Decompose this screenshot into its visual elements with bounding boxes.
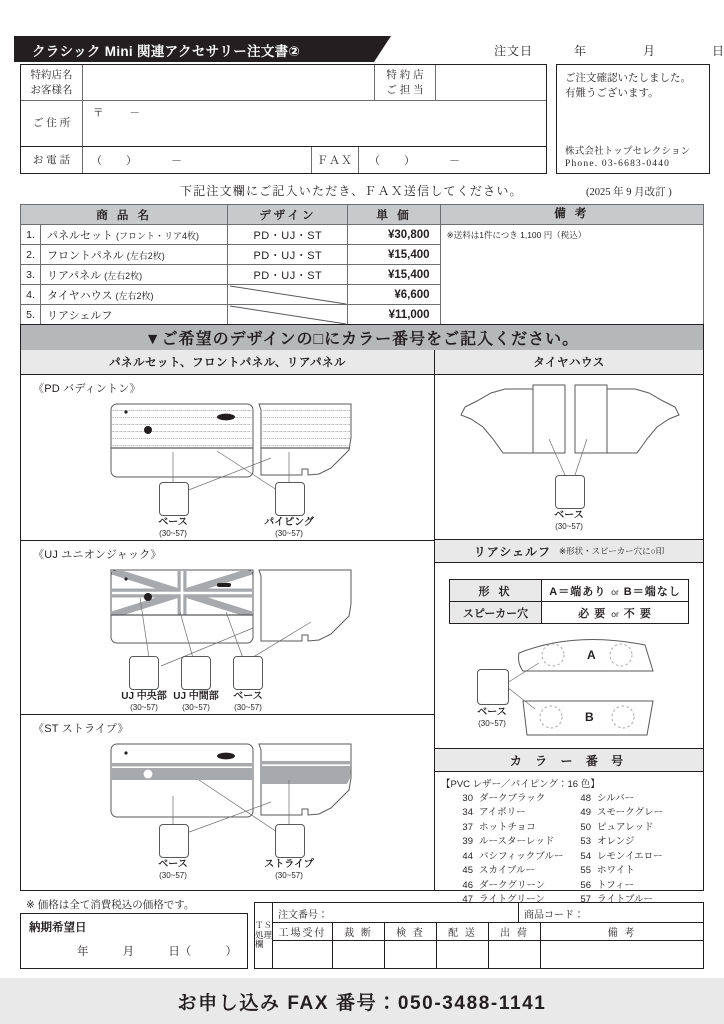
list-item — [571, 835, 689, 849]
ts-column-headers — [273, 923, 703, 941]
col-header-name: 商 品 名 — [21, 205, 228, 225]
diagonal-slash-icon — [228, 305, 348, 325]
tel-label: お 電 話 — [21, 147, 83, 173]
table-row[interactable] — [450, 580, 689, 602]
label-rearshelf-base-name: ベース — [477, 707, 507, 718]
confirmation-message — [565, 71, 691, 101]
label-st-base-name: ベース — [158, 859, 188, 870]
row-number: 4. — [21, 285, 41, 305]
table-row[interactable] — [21, 225, 704, 245]
ts-cell-shipping[interactable] — [489, 941, 541, 968]
address-input[interactable] — [83, 101, 548, 146]
rearshelf-diagram — [435, 625, 703, 747]
color-name: ピュアレッド — [597, 821, 654, 833]
row-design[interactable]: PD・UJ・ST — [228, 225, 348, 245]
label-pd-base-range: (30~57) — [159, 528, 187, 538]
color-name: レモンイエロー — [597, 850, 663, 862]
pd-panel-diagram — [21, 396, 435, 536]
color-num: 50 — [580, 821, 591, 833]
ts-cell-factory-receipt[interactable] — [273, 941, 333, 968]
order-number-field[interactable]: 注文番号： — [273, 903, 519, 922]
list-item — [453, 835, 571, 849]
label-pd-piping-range: (30~57) — [275, 528, 303, 538]
color-name: ホワイト — [597, 865, 635, 877]
row-product-name — [41, 265, 228, 285]
fax-paren-close: ） — [404, 155, 415, 167]
col-header-remark: 備 考 — [440, 205, 703, 225]
table-row[interactable] — [450, 602, 689, 624]
color-name: ルースターレッド — [479, 836, 555, 848]
list-item — [453, 864, 571, 878]
speaker-hole-not-required[interactable]: 不 要 — [623, 607, 652, 620]
phone-row — [21, 147, 546, 173]
confirmation-line-1: ご注文確認いたしました。 — [565, 72, 691, 84]
tantou-label-l1: 特 約 店 — [386, 69, 424, 82]
color-input-pd-piping[interactable] — [275, 482, 305, 516]
row-product-name — [41, 285, 228, 305]
design-title-st: 《ST ストライプ》 — [33, 723, 129, 735]
color-num: 48 — [580, 793, 591, 804]
shop-name-input[interactable] — [83, 65, 374, 100]
delivery-month[interactable]: 月 — [122, 946, 135, 958]
color-num: 37 — [462, 821, 473, 833]
customer-info-block — [20, 64, 547, 174]
color-columns — [441, 792, 703, 908]
color-num: 44 — [462, 850, 473, 862]
color-input-st-base[interactable] — [159, 824, 189, 858]
ts-processing-block — [254, 902, 704, 969]
design-title-uj: 《UJ ユニオンジャック》 — [33, 549, 162, 561]
row-price: ¥30,800 — [348, 225, 440, 245]
list-item — [571, 821, 689, 835]
row-price: ¥6,600 — [348, 285, 440, 305]
rearshelf-options-table — [449, 579, 689, 624]
color-num: 49 — [580, 807, 591, 819]
color-num: 47 — [462, 894, 473, 906]
row-number: 5. — [21, 305, 41, 325]
shelf-shape-option-b[interactable]: B＝端なし — [623, 585, 681, 598]
label-rearshelf-base-range: (30~57) — [478, 718, 506, 728]
color-input-tirehouse-base[interactable] — [555, 475, 585, 509]
tax-inclusive-note: ※ 価格は全て消費税込の価格です。 — [26, 899, 195, 911]
row-remark — [440, 225, 703, 325]
delivery-year[interactable]: 年 — [77, 946, 89, 958]
product-table-header-row — [21, 205, 704, 225]
color-num: 57 — [580, 894, 591, 906]
speaker-hole-options[interactable] — [542, 602, 689, 624]
row-product-name — [41, 225, 228, 245]
delivery-weekday-close: ） — [225, 946, 237, 958]
panel-design-column — [21, 350, 435, 890]
revision-date: (2025 年 9 月改訂 ) — [586, 187, 672, 198]
svg-text:B: B — [585, 710, 594, 724]
address-label: ご 住 所 — [21, 101, 83, 146]
title-banner — [14, 36, 374, 62]
label-tirehouse-base-name: ベース — [554, 510, 584, 521]
diagonal-slash-icon — [228, 285, 348, 305]
color-input-uj-center[interactable] — [129, 656, 159, 690]
rearshelf-header-note: ※形状・スピーカー穴に○印 — [559, 546, 665, 556]
tantou-input[interactable] — [436, 65, 548, 100]
design-block-uj — [21, 540, 434, 715]
label-st-base-range: (30~57) — [159, 870, 187, 880]
tirehouse-shelf-column — [435, 350, 703, 906]
color-name: ダークグリーン — [479, 879, 546, 891]
fax-input[interactable] — [369, 152, 460, 168]
color-num: 46 — [462, 879, 473, 891]
design-instruction-banner: ▼ご希望のデザインの□にカラー番号をご記入ください。 — [20, 324, 704, 350]
label-uj-base — [212, 691, 284, 712]
color-name: パシフィックブルー — [479, 850, 564, 862]
list-item — [571, 806, 689, 820]
label-pd-base — [133, 517, 213, 538]
list-item — [453, 792, 571, 806]
svg-text:A: A — [587, 648, 596, 662]
row-product-name — [41, 245, 228, 265]
color-input-uj-base[interactable] — [233, 656, 263, 690]
row-price: ¥15,400 — [348, 265, 440, 285]
color-name: スモークグレー — [597, 807, 664, 819]
tirehouse-block — [435, 375, 703, 539]
design-block-pd — [21, 374, 434, 541]
delivery-date-box — [20, 913, 248, 969]
product-name-sub: (左右2枚) — [126, 250, 165, 261]
list-item — [571, 792, 689, 806]
product-name-main: フロントパネル — [47, 249, 124, 262]
product-name-sub: (左右2枚) — [115, 290, 154, 301]
tel-paren-close: ） — [126, 155, 137, 167]
label-pd-piping — [249, 517, 329, 538]
footer-bar — [0, 978, 724, 1024]
color-num: 45 — [462, 865, 473, 877]
color-num: 56 — [580, 879, 591, 891]
speaker-hole-label: スピーカー穴 — [450, 602, 542, 624]
color-name: ダークブラック — [479, 793, 546, 804]
row-number: 3. — [21, 265, 41, 285]
ts-processing-grid — [273, 903, 703, 968]
rearshelf-block — [435, 563, 703, 749]
label-tirehouse-base — [529, 510, 609, 531]
ts-col-shipping: 出 荷 — [489, 923, 541, 940]
ts-cell-cutting[interactable] — [333, 941, 385, 968]
product-name-main: タイヤハウス — [47, 289, 113, 302]
rearshelf-header — [435, 539, 703, 563]
ts-processing-label-text: ＴＳ処理欄 — [255, 919, 273, 950]
shop-name-label — [21, 65, 83, 100]
label-uj-middle-range: (30~57) — [182, 702, 210, 712]
list-item — [571, 879, 689, 893]
panel-column-header: パネルセット、フロントパネル、リアパネル — [21, 350, 434, 375]
list-item — [453, 879, 571, 893]
product-code-field[interactable]: 商品コード： — [524, 910, 584, 921]
label-pd-piping-name: パイピング — [264, 517, 314, 528]
fax-dash: － — [449, 155, 460, 167]
zip-dash: － — [129, 107, 140, 119]
ts-col-factory-receipt: 工場受付 — [273, 923, 333, 940]
uj-panel-diagram — [21, 562, 435, 710]
zip-mark: 〒 — [93, 107, 104, 119]
shop-name-label-l2: お客様名 — [30, 83, 73, 96]
list-item — [453, 850, 571, 864]
speaker-hole-or: or — [611, 608, 619, 619]
design-block-st — [21, 714, 434, 889]
col-header-design: デザイン — [228, 205, 348, 225]
color-number-list — [435, 772, 703, 908]
ts-col-cutting: 裁 断 — [333, 923, 385, 940]
shipping-note: ※送料は1件につき 1,100 円（税込） — [446, 230, 587, 240]
row-price: ¥11,000 — [348, 305, 440, 325]
page-title: クラシック Mini 関連アクセサリー注文書② — [32, 44, 301, 59]
color-input-uj-middle[interactable] — [181, 656, 211, 690]
st-panel-diagram — [21, 736, 435, 866]
row-price: ¥15,400 — [348, 245, 440, 265]
color-num: 34 — [462, 807, 473, 819]
label-st-stripe-name: ストライプ — [264, 859, 314, 870]
color-name: スカイブルー — [479, 865, 536, 877]
color-column-left — [453, 792, 571, 908]
ts-cell-inspection[interactable] — [385, 941, 437, 968]
ts-cell-remarks[interactable] — [541, 941, 703, 968]
order-date-fields — [574, 42, 724, 59]
ts-col-inspection: 検 査 — [385, 923, 437, 940]
list-item — [571, 850, 689, 864]
product-table — [20, 204, 704, 325]
label-uj-middle-name: UJ 中間部 — [173, 691, 219, 702]
color-name: オレンジ — [597, 836, 635, 848]
col-header-price: 単 価 — [348, 205, 440, 225]
ts-id-row — [273, 903, 703, 923]
color-column-right — [571, 792, 689, 908]
color-num: 55 — [580, 865, 591, 877]
color-name: ライトグリーン — [479, 894, 545, 906]
shop-name-row — [21, 65, 546, 101]
ts-col-delivery: 配 送 — [437, 923, 489, 940]
company-phone: Phone. 03-6683-0440 — [565, 159, 671, 169]
label-rearshelf-base — [453, 707, 531, 728]
product-name-main: パネルセット — [47, 229, 114, 242]
list-item — [453, 821, 571, 835]
shelf-shape-option-a[interactable]: A＝端あり — [549, 585, 607, 598]
row-design-na — [228, 305, 348, 325]
speaker-hole-required[interactable]: 必 要 — [578, 607, 607, 620]
design-title-pd: 《PD バディントン》 — [33, 383, 141, 395]
row-design-na — [228, 285, 348, 305]
form-header — [14, 36, 724, 62]
shelf-shape-options[interactable] — [542, 580, 689, 602]
tel-input[interactable] — [91, 152, 182, 168]
row-number: 2. — [21, 245, 41, 265]
tel-paren-open: （ — [91, 155, 102, 167]
product-name-sub: (左右2枚) — [104, 270, 143, 281]
row-design[interactable]: PD・UJ・ST — [228, 245, 348, 265]
product-name-sub: (フロント・リア4枚) — [116, 230, 200, 241]
shelf-shape-label: 形 状 — [450, 580, 542, 602]
color-name: トフィー — [597, 879, 634, 891]
label-st-stripe — [247, 859, 331, 880]
tel-dash: － — [171, 155, 182, 167]
tantou-label — [374, 65, 436, 100]
color-num: 54 — [580, 850, 591, 862]
fax-instruction-note: 下記注文欄にご記入いただき、ＦＡＸ送信してください。 — [180, 184, 523, 198]
ts-col-remarks: 備 考 — [607, 928, 637, 939]
product-name-main: リアパネル — [47, 269, 102, 282]
shelf-shape-or: or — [611, 586, 619, 597]
ts-processing-label — [255, 903, 273, 968]
company-name: 株式会社トップセレクション — [565, 147, 691, 157]
label-st-stripe-range: (30~57) — [275, 870, 303, 880]
address-row — [21, 101, 546, 147]
shop-name-label-l1: 特約店名 — [30, 69, 73, 82]
delivery-day[interactable]: 日（ — [168, 946, 192, 958]
color-num: 53 — [580, 836, 591, 848]
list-item — [571, 864, 689, 878]
fax-paren-open: （ — [369, 155, 380, 167]
ts-entry-row[interactable] — [273, 941, 703, 968]
color-number-header: カ ラ ー 番 号 — [435, 749, 703, 772]
label-tirehouse-base-range: (30~57) — [555, 521, 583, 531]
confirmation-line-2: 有難うございます。 — [565, 87, 659, 100]
color-input-rearshelf-base[interactable] — [477, 669, 509, 705]
tantou-label-l2: ご 担 当 — [386, 83, 424, 96]
row-product-name — [41, 305, 228, 325]
row-design[interactable]: PD・UJ・ST — [228, 265, 348, 285]
product-name-main: リアシェルフ — [47, 309, 113, 322]
order-date-day[interactable]: 日 — [711, 44, 724, 58]
label-st-base — [133, 859, 213, 880]
fax-label: ＦＡＸ — [311, 147, 359, 173]
color-input-st-stripe[interactable] — [275, 824, 305, 858]
color-name: シルバー — [597, 793, 635, 804]
label-pd-base-name: ベース — [158, 517, 188, 528]
color-name: ホットチョコ — [479, 821, 536, 833]
tirehouse-column-header: タイヤハウス — [435, 350, 703, 375]
label-uj-center-name: UJ 中央部 — [121, 691, 167, 702]
color-num: 30 — [462, 793, 473, 804]
order-date-year[interactable]: 年 — [574, 44, 587, 58]
ts-cell-delivery[interactable] — [437, 941, 489, 968]
delivery-date-fields[interactable] — [77, 943, 237, 959]
row-number: 1. — [21, 225, 41, 245]
label-uj-center-range: (30~57) — [130, 702, 158, 712]
color-name: ライトブルー — [597, 894, 654, 906]
pvc-leather-title: 【PVC レザー／パイピング：16 色】 — [441, 779, 600, 790]
color-input-pd-base[interactable] — [159, 482, 189, 516]
list-item — [453, 806, 571, 820]
rearshelf-header-title: リアシェルフ — [473, 544, 552, 559]
delivery-date-title: 納期希望日 — [29, 922, 87, 934]
order-confirmation-box — [556, 64, 710, 174]
label-uj-base-name: ベース — [233, 691, 263, 702]
color-num: 39 — [462, 836, 473, 848]
order-date-label: 注文日 — [494, 44, 534, 58]
order-date-month[interactable]: 月 — [642, 44, 655, 58]
label-uj-base-range: (30~57) — [234, 702, 262, 712]
footer-fax-number: お申し込み FAX 番号：050-3488-1141 — [177, 992, 547, 1014]
color-name: アイボリー — [479, 807, 526, 819]
